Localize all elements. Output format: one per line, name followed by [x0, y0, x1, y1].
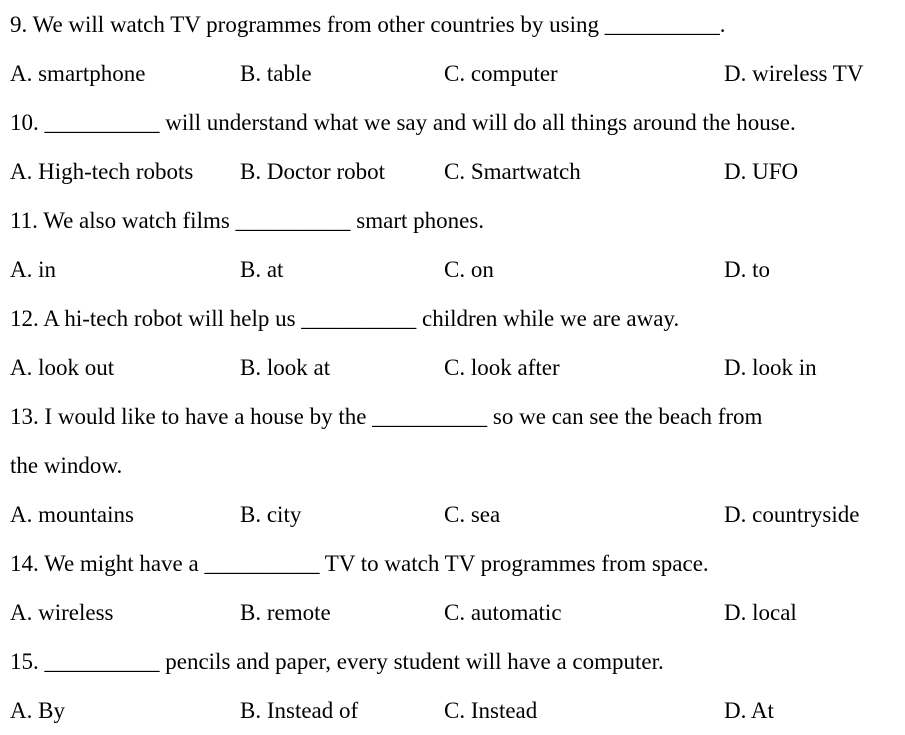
- options-15: [10, 686, 900, 735]
- option-10d[interactable]: D. UFO: [724, 159, 799, 184]
- option-12b[interactable]: B. look at: [240, 355, 331, 380]
- option-12a[interactable]: A. look out: [10, 355, 115, 380]
- option-9b[interactable]: B. table: [240, 61, 312, 86]
- option-10b[interactable]: B. Doctor robot: [240, 159, 386, 184]
- question-11: 11. We also watch films __________ smart phones.: [10, 208, 485, 233]
- option-9d[interactable]: D. wireless TV: [724, 61, 864, 86]
- option-12d[interactable]: D. look in: [724, 355, 817, 380]
- options-11: [10, 245, 900, 294]
- option-13a[interactable]: A. mountains: [10, 502, 134, 527]
- option-15c[interactable]: C. Instead: [444, 698, 538, 723]
- question-10: 10. __________ will understand what we say and will do all things around the house.: [10, 110, 796, 135]
- option-11d[interactable]: D. to: [724, 257, 770, 282]
- option-14c[interactable]: C. automatic: [444, 600, 562, 625]
- option-15b[interactable]: B. Instead of: [240, 698, 359, 723]
- options-12: [10, 343, 900, 392]
- option-15d[interactable]: D. At: [724, 698, 774, 723]
- option-9a[interactable]: A. smartphone: [10, 61, 146, 86]
- option-14b[interactable]: B. remote: [240, 600, 331, 625]
- question-13-continued: the window.: [10, 453, 123, 478]
- options-10: [10, 147, 900, 196]
- option-13c[interactable]: C. sea: [444, 502, 501, 527]
- option-14a[interactable]: A. wireless: [10, 600, 114, 625]
- options-13: [10, 490, 900, 539]
- option-15a[interactable]: A. By: [10, 698, 65, 723]
- option-14d[interactable]: D. local: [724, 600, 797, 625]
- question-14: 14. We might have a __________ TV to watch TV programmes from space.: [10, 551, 709, 576]
- option-13b[interactable]: B. city: [240, 502, 302, 527]
- option-10c[interactable]: C. Smartwatch: [444, 159, 581, 184]
- question-15: 15. __________ pencils and paper, every student will have a computer.: [10, 649, 664, 674]
- worksheet: [10, 0, 900, 735]
- options-14: [10, 588, 900, 637]
- option-13d[interactable]: D. countryside: [724, 502, 860, 527]
- option-11b[interactable]: B. at: [240, 257, 284, 282]
- option-9c[interactable]: C. computer: [444, 61, 558, 86]
- question-12: 12. A hi-tech robot will help us __________ children while we are away.: [10, 306, 680, 331]
- question-9: 9. We will watch TV programmes from other countries by using __________.: [10, 12, 726, 37]
- option-11a[interactable]: A. in: [10, 257, 56, 282]
- option-10a[interactable]: A. High-tech robots: [10, 159, 194, 184]
- options-9: [10, 49, 900, 98]
- option-12c[interactable]: C. look after: [444, 355, 560, 380]
- option-11c[interactable]: C. on: [444, 257, 494, 282]
- question-13: 13. I would like to have a house by the __________ so we can see the beach from: [10, 404, 763, 429]
